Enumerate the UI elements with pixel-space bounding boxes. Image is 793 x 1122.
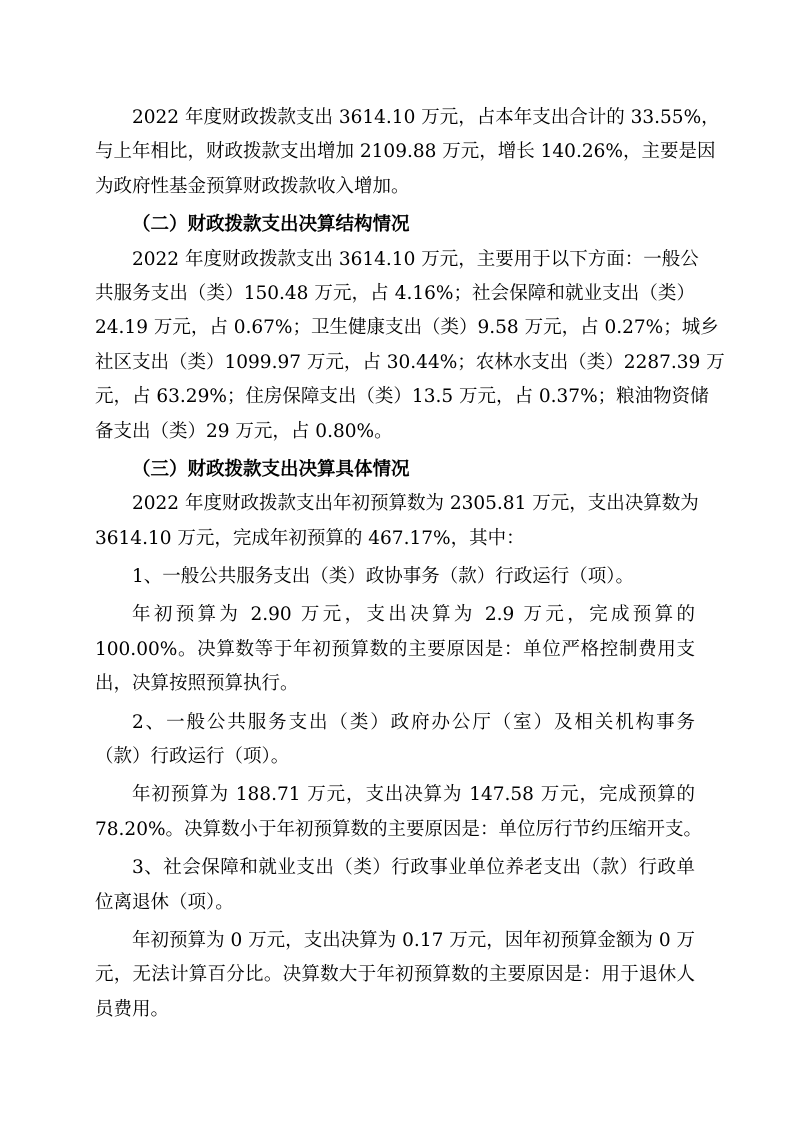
body-paragraph-line: 2022 年度财政拨款支出年初预算数为 2305.81 万元，支出决算数为 bbox=[132, 493, 699, 515]
document-page bbox=[95, 101, 725, 1027]
item-body-line: 年初预算为 188.71 万元，支出决算为 147.58 万元，完成预算的 bbox=[132, 784, 695, 806]
section-heading: （三）财政拨款支出决算具体情况 bbox=[132, 458, 410, 480]
body-paragraph-line: 为政府性基金预算财政拨款收入增加。 bbox=[95, 175, 410, 197]
item-body-line: 元，无法计算百分比。决算数大于年初预算数的主要原因是：用于退休人 bbox=[95, 964, 695, 986]
item-title: 3、社会保障和就业支出（类）行政事业单位养老支出（款）行政单 bbox=[132, 857, 695, 879]
body-paragraph-line: 24.19 万元，占 0.67%；卫生健康支出（类）9.58 万元，占 0.27%；城乡 bbox=[95, 317, 719, 339]
body-paragraph-line: 共服务支出（类）150.48 万元，占 4.16%；社会保障和就业支出（类） bbox=[95, 282, 695, 304]
body-paragraph-line: 2022 年度财政拨款支出 3614.10 万元，主要用于以下方面：一般公 bbox=[132, 248, 699, 270]
section-heading: （二）财政拨款支出决算结构情况 bbox=[132, 214, 410, 236]
body-paragraph-line: 2022 年度财政拨款支出 3614.10 万元，占本年支出合计的 33.55%， bbox=[132, 107, 720, 128]
body-paragraph-line: 社区支出（类）1099.97 万元，占 30.44%；农林水支出（类）2287.39 万 bbox=[95, 351, 725, 373]
item-body-line: 出，决算按照预算执行。 bbox=[95, 673, 299, 695]
item-title: （款）行政运行（项）。 bbox=[95, 746, 290, 768]
item-title: 2、一般公共服务支出（类）政府办公厅（室）及相关机构事务 bbox=[132, 711, 695, 733]
item-title: 位离退休（项）。 bbox=[95, 891, 234, 913]
body-paragraph-line: 元，占 63.29%；住房保障支出（类）13.5 万元，占 0.37%；粮油物资储 bbox=[95, 386, 709, 408]
item-body-line: 年初预算为 0 万元，支出决算为 0.17 万元，因年初预算金额为 0 万 bbox=[132, 929, 695, 951]
item-body-line: 100.00%。决算数等于年初预算数的主要原因是：单位严格控制费用支 bbox=[95, 638, 695, 660]
item-body-line: 年初预算为 2.90 万元，支出决算为 2.9 万元，完成预算的 bbox=[132, 604, 695, 626]
body-paragraph-line: 备支出（类）29 万元，占 0.80%。 bbox=[95, 420, 393, 442]
item-body-line: 员费用。 bbox=[95, 998, 170, 1020]
body-paragraph-line: 3614.10 万元，完成年初预算的 467.17%，其中： bbox=[95, 527, 525, 549]
item-title: 1、一般公共服务支出（类）政协事务（款）行政运行（项）。 bbox=[132, 566, 635, 588]
body-paragraph-line: 与上年相比，财政拨款支出增加 2109.88 万元，增长 140.26%，主要是因 bbox=[95, 141, 716, 163]
item-body-line: 78.20%。决算数小于年初预算数的主要原因是：单位厉行节约压缩开支。 bbox=[95, 818, 703, 840]
